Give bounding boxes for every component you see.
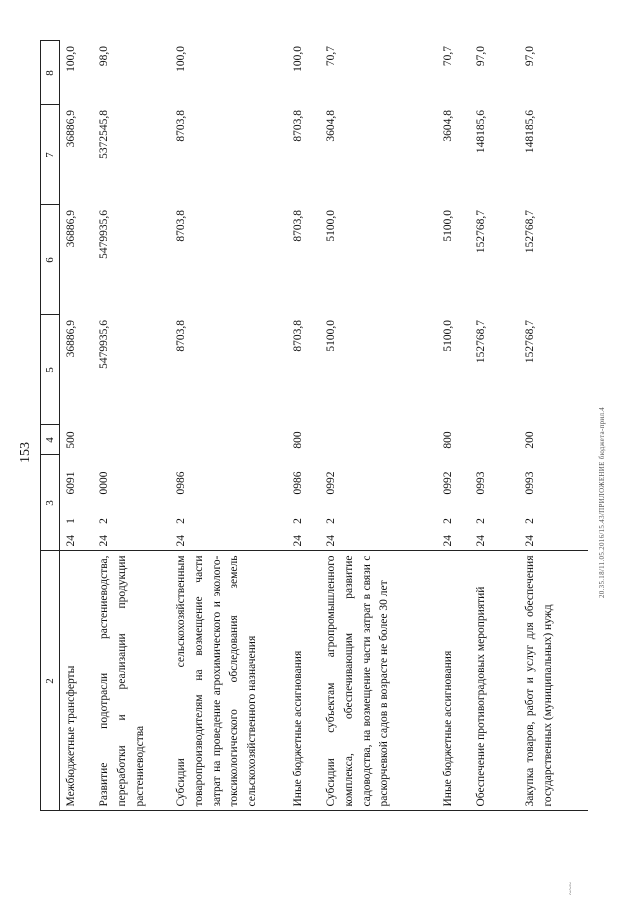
budget-table	[40, 41, 588, 905]
cell-sub: 24	[65, 535, 77, 547]
cell-v1: 5479935,6	[98, 320, 110, 369]
cell-sect: 2	[175, 518, 187, 524]
cell-csr: 0000	[98, 471, 110, 495]
cell-sect: 2	[524, 518, 536, 524]
cell-v1: 5100,0	[442, 320, 454, 352]
cell-pct: 100,0	[65, 46, 77, 72]
cell-csr: 0986	[292, 471, 304, 495]
cell-v3: 8703,8	[175, 110, 187, 142]
cell-name: Иные бюджетные ассигнования	[287, 551, 320, 811]
cell-vr	[320, 425, 437, 455]
cell-sect: 2	[475, 518, 487, 524]
cell-csr: 0992	[442, 471, 454, 495]
cell-pct: 98,0	[98, 46, 110, 67]
table-row	[287, 41, 320, 905]
header-cell: 2	[41, 551, 60, 811]
cell-name: Обеспечение противоградовых мероприятий	[470, 551, 519, 811]
header-cell: 8	[41, 41, 60, 105]
cell-vr: 200	[524, 431, 536, 449]
header-cell: 5	[41, 315, 60, 425]
table-row	[60, 41, 94, 905]
table-row	[320, 41, 437, 905]
cell-sect: 2	[325, 518, 337, 524]
cell-v1: 5100,0	[325, 320, 337, 352]
cell-v3: 3604,8	[442, 110, 454, 142]
cell-pct: 70,7	[325, 46, 337, 67]
cell-v2: 152768,7	[475, 210, 487, 254]
cell-vr: 800	[292, 431, 304, 449]
cell-vr	[470, 425, 519, 455]
table-row	[170, 41, 287, 905]
table-row	[470, 41, 519, 905]
header-cell: 7	[41, 105, 60, 205]
cell-v1: 8703,8	[175, 320, 187, 352]
cell-name: Развитие подотрасли растениеводства, переработки и реализации продукции растениеводства	[93, 551, 170, 811]
cell-sect: 2	[442, 518, 454, 524]
cell-sub: 24	[175, 535, 187, 547]
cell-v3: 36886,9	[65, 110, 77, 148]
cell-sub: 24	[475, 535, 487, 547]
cell-name: Закупка товаров, работ и услуг для обеспечения государственных (муниципальных) нужд	[519, 551, 588, 811]
table-row	[437, 41, 470, 905]
cell-pct: 70,7	[442, 46, 454, 67]
cell-sub: 24	[292, 535, 304, 547]
cell-name: Субсидии субъектам агропромышленного комплекса, обеспечивающим развитие садоводства, на возмещение части затрат в связи с раскорчевкой садов в возрасте не более 30 лет	[320, 551, 437, 811]
cell-name: Субсидии сельскохозяйственным товаропроизводителям на возмещение части затрат на проведение агрохимического и эколого-токсикологического обследования земель сельскохозяйственного назначения	[170, 551, 287, 811]
cell-sect: 2	[98, 518, 110, 524]
cell-csr: 0992	[325, 471, 337, 495]
cell-v2: 5100,0	[442, 210, 454, 242]
cell-vr: 500	[65, 431, 77, 449]
cell-pct: 100,0	[175, 46, 187, 72]
header-cell: 4	[41, 425, 60, 455]
cell-v1: 36886,9	[65, 320, 77, 358]
cell-sub: 24	[442, 535, 454, 547]
header-cell: 3	[41, 455, 60, 551]
corner-mark: ~~~	[566, 882, 575, 895]
cell-v2: 36886,9	[65, 210, 77, 248]
cell-sub: 24	[524, 535, 536, 547]
cell-v3: 8703,8	[292, 110, 304, 142]
cell-v2: 5100,0	[325, 210, 337, 242]
cell-sect: 2	[292, 518, 304, 524]
cell-v1: 152768,7	[524, 320, 536, 364]
cell-v2: 152768,7	[524, 210, 536, 254]
cell-sub: 24	[98, 535, 110, 547]
cell-v1: 152768,7	[475, 320, 487, 364]
cell-v2: 8703,8	[292, 210, 304, 242]
cell-csr: 6091	[65, 471, 77, 495]
table-row	[519, 41, 588, 905]
cell-v3: 148185,6	[524, 110, 536, 154]
cell-pct: 97,0	[524, 46, 536, 67]
cell-vr	[93, 425, 170, 455]
side-note-text: 20.35.18/11.05.2016/15.43/ПРИЛОЖЕНИЕ бюджета-прил.4	[598, 406, 606, 598]
cell-v3: 148185,6	[475, 110, 487, 154]
cell-csr: 0993	[475, 471, 487, 495]
cell-name: Межбюджетные трансферты	[60, 551, 94, 811]
cell-csr: 0993	[524, 471, 536, 495]
cell-v1: 8703,8	[292, 320, 304, 352]
cell-vr: 800	[442, 431, 454, 449]
header-row	[41, 41, 60, 905]
cell-v2: 5479935,6	[98, 210, 110, 259]
table-row	[93, 41, 170, 905]
cell-sub: 24	[325, 535, 337, 547]
page-number: 153	[18, 442, 33, 463]
cell-vr	[170, 425, 287, 455]
cell-pct: 100,0	[292, 46, 304, 72]
cell-v3: 3604,8	[325, 110, 337, 142]
cell-csr: 0986	[175, 471, 187, 495]
cell-pct: 97,0	[475, 46, 487, 67]
cell-v2: 8703,8	[175, 210, 187, 242]
cell-sect: 1	[65, 518, 77, 524]
cell-name: Иные бюджетные ассигнования	[437, 551, 470, 811]
header-cell: 6	[41, 205, 60, 315]
side-note	[598, 407, 606, 598]
cell-v3: 5372545,8	[98, 110, 110, 159]
